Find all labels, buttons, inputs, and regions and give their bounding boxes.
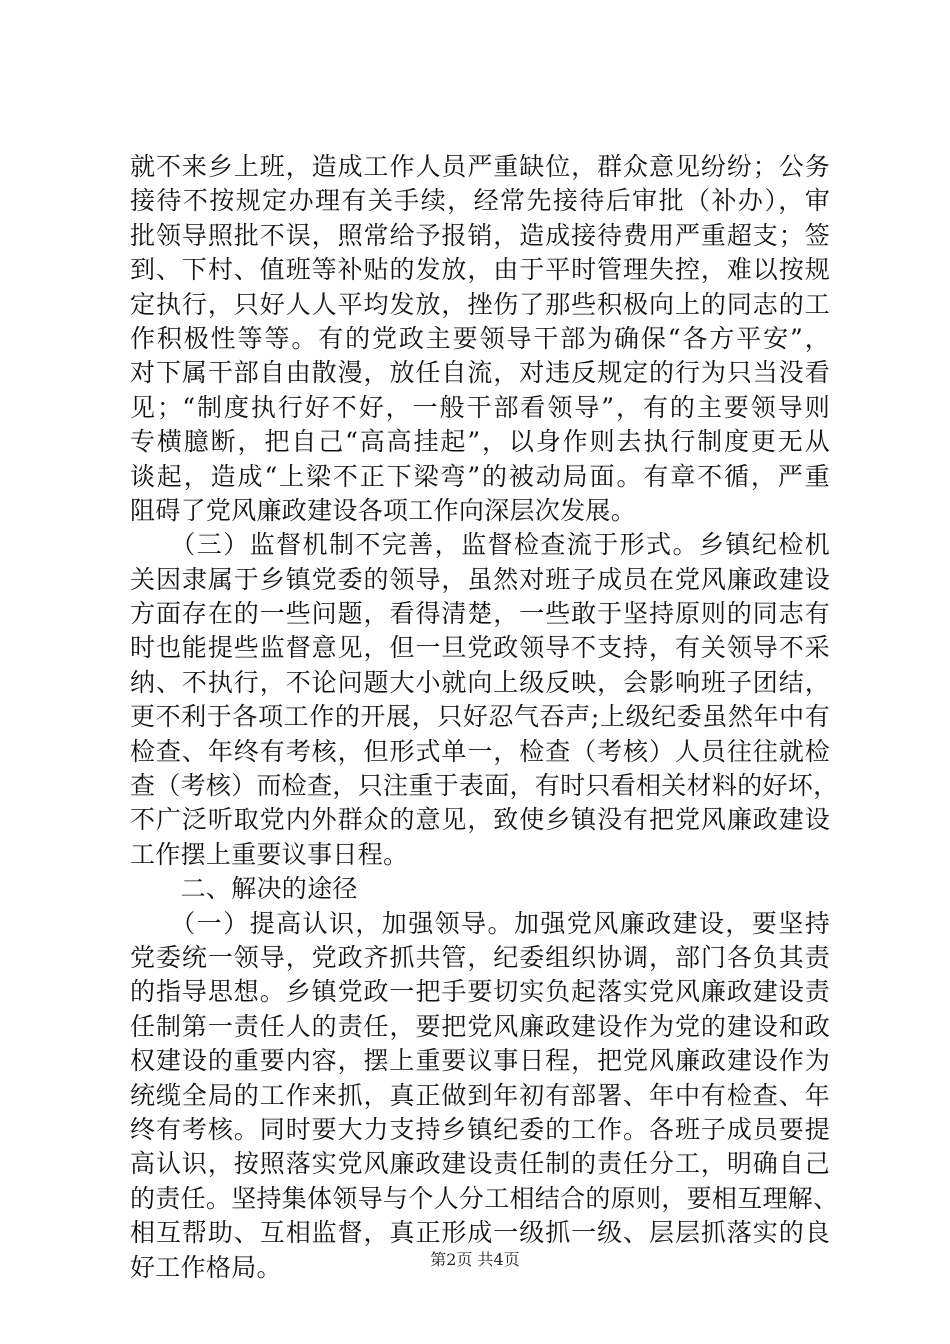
- text-line: 查（考核）而检查，只注重于表面，有时只看相关材料的好坏，: [130, 771, 839, 801]
- text-line: 终有考核。同时要大力支持乡镇纪委的工作。各班子成员要提: [130, 1114, 830, 1144]
- text-line: 工作摆上重要议事日程。: [130, 839, 409, 869]
- text-line: 对下属干部自由散漫，放任自流，对违反规定的行为只当没看: [130, 358, 830, 388]
- text-line: 谈起，造成“上梁不正下梁弯”的被动局面。有章不循，严重: [130, 461, 830, 491]
- text-line: 就不来乡上班，造成工作人员严重缺位，群众意见纷纷；公务: [130, 152, 830, 181]
- text-line: 权建设的重要内容，摆上重要议事日程，把党风廉政建设作为: [130, 1046, 830, 1076]
- text-line: 相互帮助、互相监督，真正形成一级抓一级、层层抓落实的良: [130, 1218, 830, 1248]
- text-line: 定执行，只好人人平均发放，挫伤了那些积极向上的同志的工: [130, 289, 830, 319]
- text-line: （三）监督机制不完善，监督检查流于形式。乡镇纪检机: [130, 530, 830, 560]
- text-line: 任制第一责任人的责任，要把党风廉政建设作为党的建设和政: [130, 1011, 830, 1041]
- text-line: 时也能提些监督意见，但一旦党政领导不支持，有关领导不采: [130, 633, 830, 663]
- text-line: 关因隶属于乡镇党委的领导，虽然对班子成员在党风廉政建设: [130, 564, 830, 594]
- text-line: 批领导照批不误，照常给予报销，造成接待费用严重超支；签: [130, 220, 830, 250]
- text-line: 检查、年终有考核，但形式单一，检查（考核）人员往往就检: [130, 736, 830, 766]
- text-line: 见；“制度执行好不好，一般干部看领导”，有的主要领导则: [130, 392, 830, 422]
- text-line: 高认识，按照落实党风廉政建设责任制的责任分工，明确自己: [130, 1149, 830, 1179]
- page-footer: 第2页 共4页: [430, 1250, 520, 1269]
- text-line: 二、解决的途径: [130, 874, 358, 904]
- text-line: 更不利于各项工作的开展，只好忍气吞声;上级纪委虽然年中有: [130, 702, 830, 732]
- text-line: 方面存在的一些问题，看得清楚，一些敢于坚持原则的同志有: [130, 599, 830, 629]
- text-line: 的责任。坚持集体领导与个人分工相结合的原则，要相互理解、: [130, 1183, 839, 1213]
- text-line: 阻碍了党风廉政建设各项工作向深层次发展。: [130, 495, 637, 525]
- text-line: 不广泛听取党内外群众的意见，致使乡镇没有把党风廉政建设: [130, 805, 830, 835]
- text-line: 作积极性等等。有的党政主要领导干部为确保“各方平安”，: [130, 323, 830, 353]
- text-line: （一）提高认识，加强领导。加强党风廉政建设，要坚持: [130, 908, 830, 938]
- text-line: 统缆全局的工作来抓，真正做到年初有部署、年中有检查、年: [130, 1080, 830, 1110]
- text-line: 接待不按规定办理有关手续，经常先接待后审批（补办），审: [130, 186, 830, 216]
- document-body: [130, 150, 839, 1285]
- text-line: 纳、不执行，不论问题大小就向上级反映，会影响班子团结，: [130, 667, 830, 697]
- text-line: 到、下村、值班等补贴的发放，由于平时管理失控，难以按规: [130, 255, 830, 285]
- text-line: 党委统一领导，党政齐抓共管，纪委组织协调，部门各负其责: [130, 942, 830, 972]
- text-line: 的指导思想。乡镇党政一把手要切实负起落实党风廉政建设责: [130, 977, 830, 1007]
- text-line: 好工作格局。: [130, 1252, 282, 1282]
- text-line: 专横臆断，把自己“高高挂起”，以身作则去执行制度更无从: [130, 427, 830, 457]
